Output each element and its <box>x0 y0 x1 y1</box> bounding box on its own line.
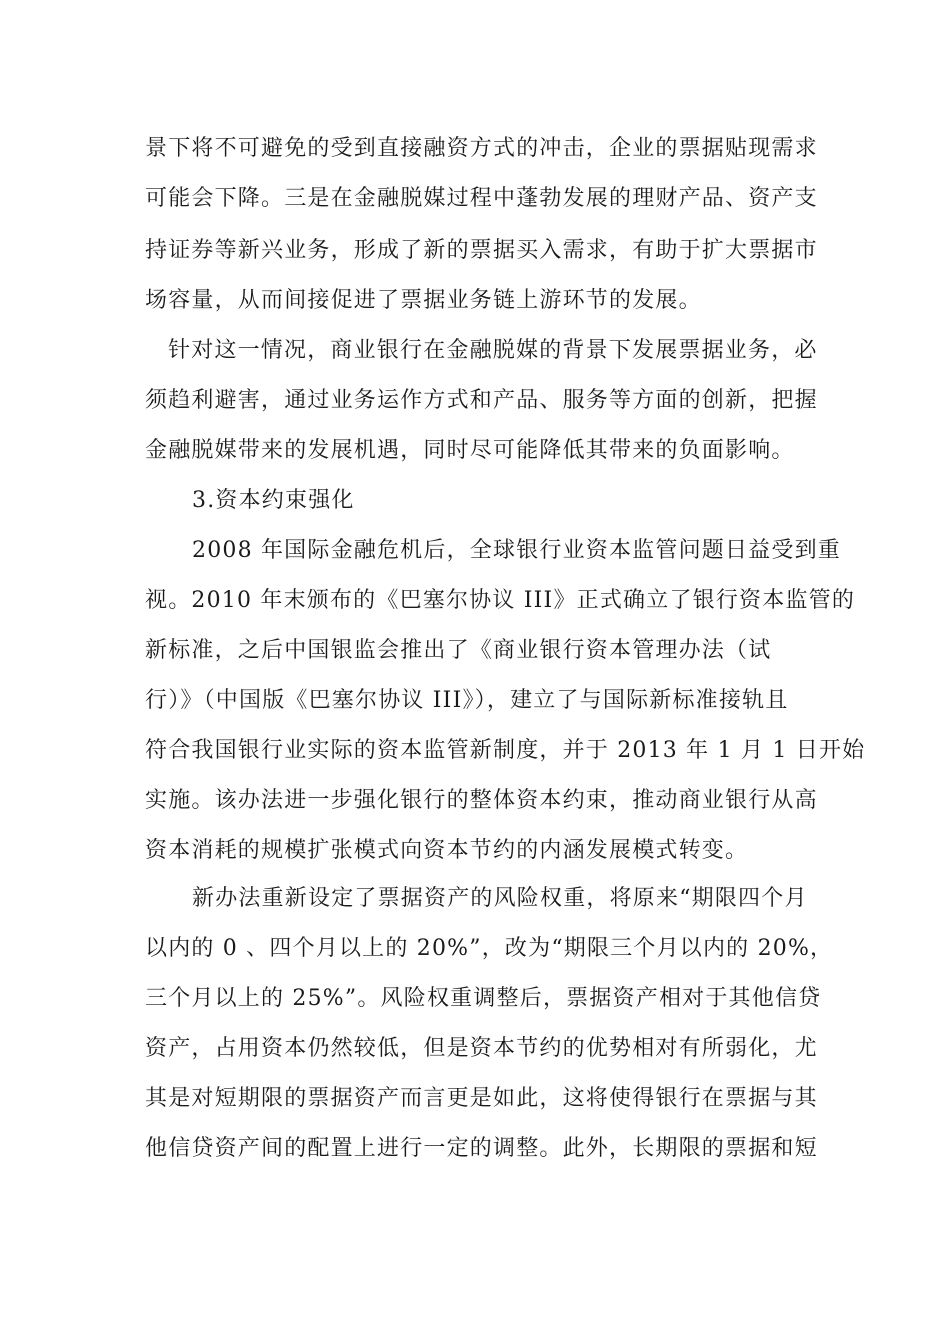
paragraph-3-line-2: 视。2010 年末颁布的《巴塞尔协议 III》正式确立了银行资本监管的 <box>145 588 856 613</box>
paragraph-4-line-5: 其是对短期限的票据资产而言更是如此，这将使得银行在票据与其 <box>145 1086 818 1111</box>
paragraph-4-line-2: 以内的 0 、四个月以上的 20%”，改为“期限三个月以内的 20%， <box>145 936 834 961</box>
section-heading: 3.资本约束强化 <box>192 488 355 513</box>
paragraph-2-line-2: 须趋利避害，通过业务运作方式和产品、服务等方面的创新，把握 <box>145 388 818 413</box>
paragraph-3-line-7: 资本消耗的规模扩张模式向资本节约的内涵发展模式转变。 <box>145 838 749 863</box>
paragraph-3-line-6: 实施。该办法进一步强化银行的整体资本约束，推动商业银行从高 <box>145 788 818 813</box>
paragraph-3-line-3: 新标准，之后中国银监会推出了《商业银行资本管理办法（试 <box>145 638 772 663</box>
paragraph-1-line-4: 场容量，从而间接促进了票据业务链上游环节的发展。 <box>145 288 702 313</box>
paragraph-2-line-1: 针对这一情况，商业银行在金融脱媒的背景下发展票据业务，必 <box>168 338 818 363</box>
paragraph-4-line-3: 三个月以上的 25%”。风险权重调整后，票据资产相对于其他信贷 <box>145 986 822 1011</box>
paragraph-1-line-3: 持证券等新兴业务，形成了新的票据买入需求，有助于扩大票据市 <box>145 238 818 263</box>
paragraph-3-line-1: 2008 年国际金融危机后，全球银行业资本监管问题日益受到重 <box>192 538 841 563</box>
paragraph-4-line-1: 新办法重新设定了票据资产的风险权重，将原来“期限四个月 <box>192 886 808 911</box>
paragraph-2-line-3: 金融脱媒带来的发展机遇，同时尽可能降低其带来的负面影响。 <box>145 438 795 463</box>
paragraph-3-line-5: 符合我国银行业实际的资本监管新制度，并于 2013 年 1 月 1 日开始 <box>145 738 866 763</box>
paragraph-1-line-1: 景下将不可避免的受到直接融资方式的冲击，企业的票据贴现需求 <box>145 136 818 161</box>
paragraph-3-line-4: 行）》（中国版《巴塞尔协议 III》），建立了与国际新标准接轨且 <box>145 688 789 713</box>
paragraph-4-line-6: 他信贷资产间的配置上进行一定的调整。此外，长期限的票据和短 <box>145 1136 818 1161</box>
paragraph-1-line-2: 可能会下降。三是在金融脱媒过程中蓬勃发展的理财产品、资产支 <box>145 186 818 211</box>
paragraph-4-line-4: 资产，占用资本仍然较低，但是资本节约的优势相对有所弱化，尤 <box>145 1036 818 1061</box>
